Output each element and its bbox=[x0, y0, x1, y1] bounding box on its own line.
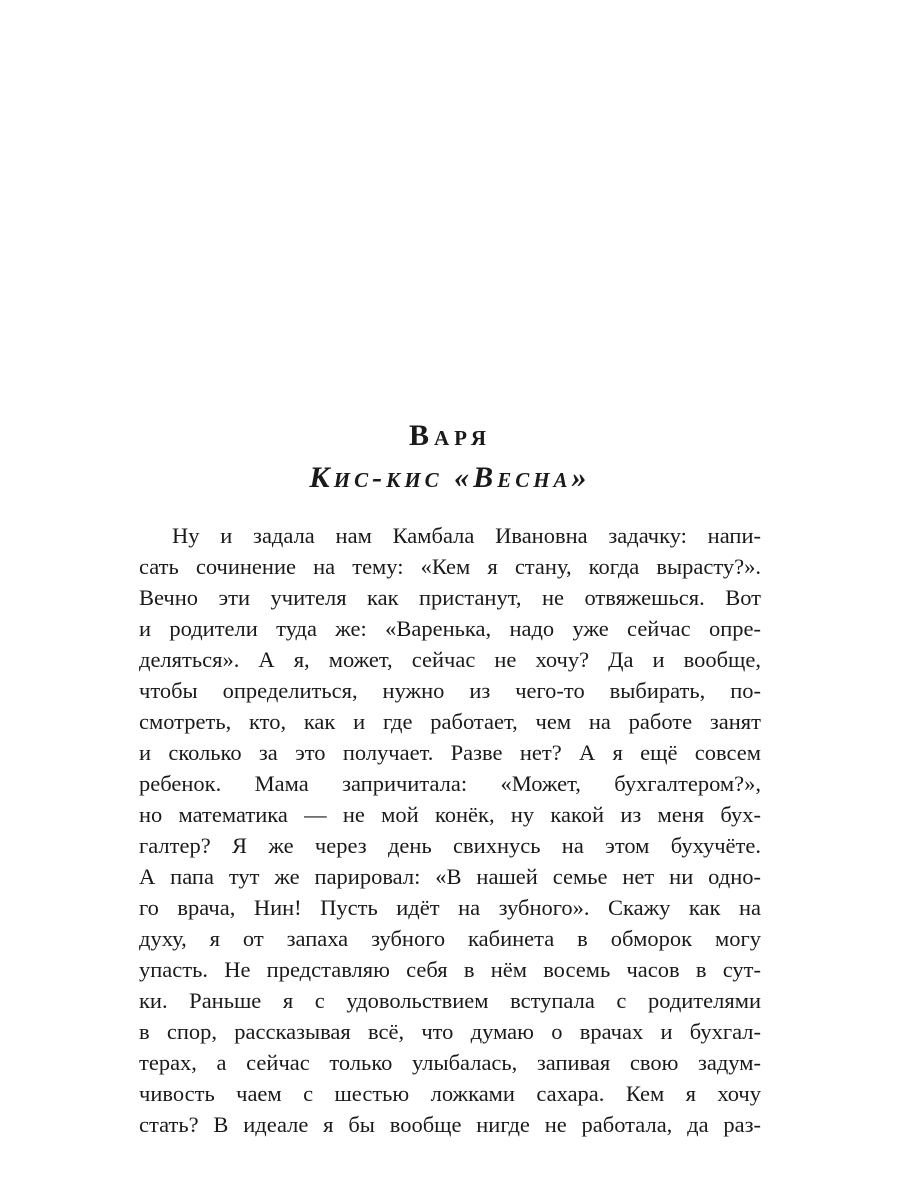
text-line: но математика — не мой конёк, ну какой из меня бух- bbox=[139, 802, 761, 827]
chapter-title: Варя bbox=[408, 419, 492, 452]
text-line: чивость чаем с шестью ложками сахара. Кем я хочу bbox=[139, 1081, 761, 1106]
text-line: стать? В идеале я бы вообще нигде не работала, да раз- bbox=[139, 1112, 761, 1137]
text-line: упасть. Не представляю себя в нём восемь часов в сут- bbox=[139, 957, 761, 982]
chapter-subtitle: Кис-кис «Весна» bbox=[309, 461, 591, 494]
text-line: и родители туда же: «Варенька, надо уже сейчас опре- bbox=[139, 616, 761, 641]
text-line: и сколько за это получает. Разве нет? А я ещё совсем bbox=[139, 740, 761, 765]
text-line: го врача, Нин! Пусть идёт на зубного». Скажу как на bbox=[139, 895, 761, 920]
body-text bbox=[139, 520, 761, 1140]
text-line: терах, а сейчас только улыбалась, запивая свою задум- bbox=[139, 1050, 761, 1075]
text-line: в спор, рассказывая всё, что думаю о врачах и бухгал- bbox=[139, 1019, 761, 1044]
text-line: ребенок. Мама запричитала: «Может, бухгалтером?», bbox=[139, 771, 761, 796]
text-line: А папа тут же парировал: «В нашей семье нет ни одно- bbox=[139, 864, 761, 889]
text-line: Ну и задала нам Камбала Ивановна задачку: напи- bbox=[172, 523, 761, 548]
text-line: сать сочинение на тему: «Кем я стану, когда вырасту?». bbox=[139, 554, 761, 579]
text-line: смотреть, кто, как и где работает, чем на работе занят bbox=[139, 709, 761, 734]
text-line: ки. Раньше я с удовольствием вступала с родителями bbox=[139, 988, 761, 1013]
text-line: духу, я от запаха зубного кабинета в обморок могу bbox=[139, 926, 761, 951]
text-line: чтобы определиться, нужно из чего-то выбирать, по- bbox=[139, 678, 761, 703]
text-line: Вечно эти учителя как пристанут, не отвяжешься. Вот bbox=[139, 585, 761, 610]
text-line: деляться». А я, может, сейчас не хочу? Да и вообще, bbox=[139, 647, 761, 672]
text-line: галтер? Я же через день свихнусь на этом бухучёте. bbox=[139, 833, 761, 858]
